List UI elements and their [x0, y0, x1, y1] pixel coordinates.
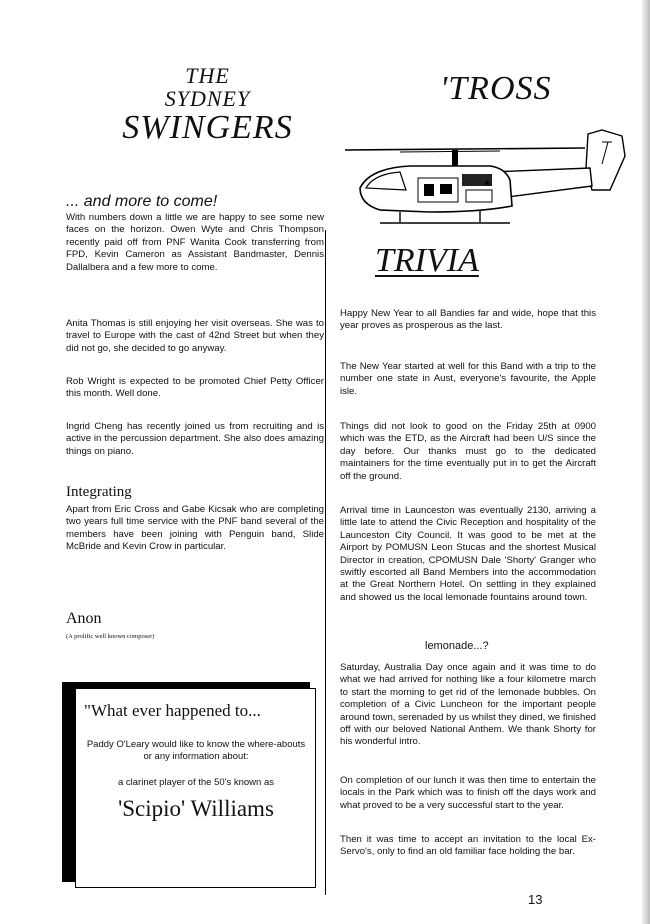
right-paragraph-1 — [340, 308, 596, 333]
left-paragraph-2 — [66, 318, 324, 355]
sydney-swingers-title — [100, 64, 315, 146]
anon-heading: Anon — [66, 610, 102, 627]
page-number: 13 — [528, 892, 543, 907]
title-line-swingers: SWINGERS — [122, 109, 293, 147]
right-paragraph-4 — [340, 505, 596, 604]
helicopter-illustration — [340, 128, 630, 238]
box-title: "What ever happened to... — [84, 701, 261, 720]
paragraph-text: Apart from Eric Cross and Gabe Kicsak who are completing two years full time service with the PNF band several of the members have been joining with Penguin band, Slide McBride and Kevin Crow in particular. — [66, 504, 324, 553]
right-paragraph-7 — [340, 834, 596, 859]
paragraph-text: Things did not look to good on the Friday 25th at 0900 which was the ETD, as the Aircraft had been U/S since the day before. Our thanks must go to the dedicated maintainers for the time eventually put in to get the Aircraft off the ground. — [340, 421, 596, 482]
integrating-paragraph — [66, 504, 324, 554]
lemonade-heading: lemonade...? — [425, 640, 489, 652]
box-description-text: a clarinet player of the 50's known as — [117, 777, 274, 788]
tross-title: 'TROSS — [440, 70, 552, 107]
integrating-heading: Integrating — [66, 484, 132, 500]
paragraph-text: Arrival time in Launceston was eventually 2130, arriving a little late to attend the Civic Reception and hospitality of the Launceston City Council. It was good to be met at the Airport by POMUSN Leon Stucas and the shortest Musical Director in creation, CPOMUSN Dale 'Shorty' Granger who swiftly escorted all Band Members into the accommodation at the Great Northern Hotel. On settling in they explained and showed us the local lemonade fountains around town. — [340, 505, 596, 603]
left-paragraph-1 — [66, 212, 324, 274]
anon-note: (A prolific well known composer) — [66, 633, 155, 640]
paragraph-text: Ingrid Cheng has recently joined us from recruiting and is active in the percussion department. She also does amazing things on piano. — [66, 421, 324, 457]
paragraph-text: Rob Wright is expected to be promoted Chief Petty Officer this month. Well done. — [66, 376, 324, 400]
subheading-more-to-come: ... and more to come! — [66, 193, 218, 210]
left-paragraph-4 — [66, 421, 324, 458]
right-paragraph-5 — [340, 662, 596, 749]
right-paragraph-6 — [340, 775, 596, 812]
box-person-name: 'Scipio' Williams — [118, 796, 274, 821]
paragraph-text: The New Year started at well for this Band with a trip to the number one state in Aust, everyone's favourite, the Apple isle. — [340, 361, 596, 397]
paragraph-text: On completion of our lunch it was then time to entertain the locals in the Park which was to finish off the days work and what proved to be a very successful start to the year. — [340, 775, 596, 811]
paragraph-text: Then it was time to accept an invitation to the local Ex-Servo's, only to find an old familiar face holding the bar. — [340, 834, 596, 858]
title-line-sydney: SYDNEY — [164, 86, 251, 112]
left-paragraph-3 — [66, 376, 324, 401]
trivia-title: TRIVIA — [375, 242, 479, 279]
title-line-the: THE — [185, 63, 230, 88]
paragraph-text: Anita Thomas is still enjoying her visit overseas. She was to travel to Europe with the cast of 42nd Street but when they did not go, she decided to go anyway. — [66, 318, 324, 354]
box-request-text: Paddy O'Leary would like to know the where-abouts or any information about: — [86, 739, 306, 762]
column-divider — [325, 230, 326, 895]
paragraph-text: With numbers down a little we are happy to see some new faces on the horizon. Owen Wyte and Chris Thompson recently paid off from PNF Wanita Cook transferring from FPD, Kevin Cameron as Assistant Bandmaster, Dennis Dallalbera and a few more to come. — [66, 212, 324, 273]
page-edge — [642, 0, 650, 924]
right-paragraph-3 — [340, 421, 596, 483]
what-ever-happened-box — [75, 688, 316, 888]
paragraph-text: Saturday, Australia Day once again and it was time to do what we had arrived for nothing like a four kilometre march to start the morning to get rid of the lemonade bubbles. On completion of a Civic Luncheon for the important people around town, serenaded by us whilst they dined, we finished off with our beloved National Anthem. We thank Shorty for his wonderful intro. — [340, 662, 596, 748]
right-paragraph-2 — [340, 361, 596, 398]
paragraph-text: Happy New Year to all Bandies far and wide, hope that this year proves as prosperous as the last. — [340, 308, 596, 332]
